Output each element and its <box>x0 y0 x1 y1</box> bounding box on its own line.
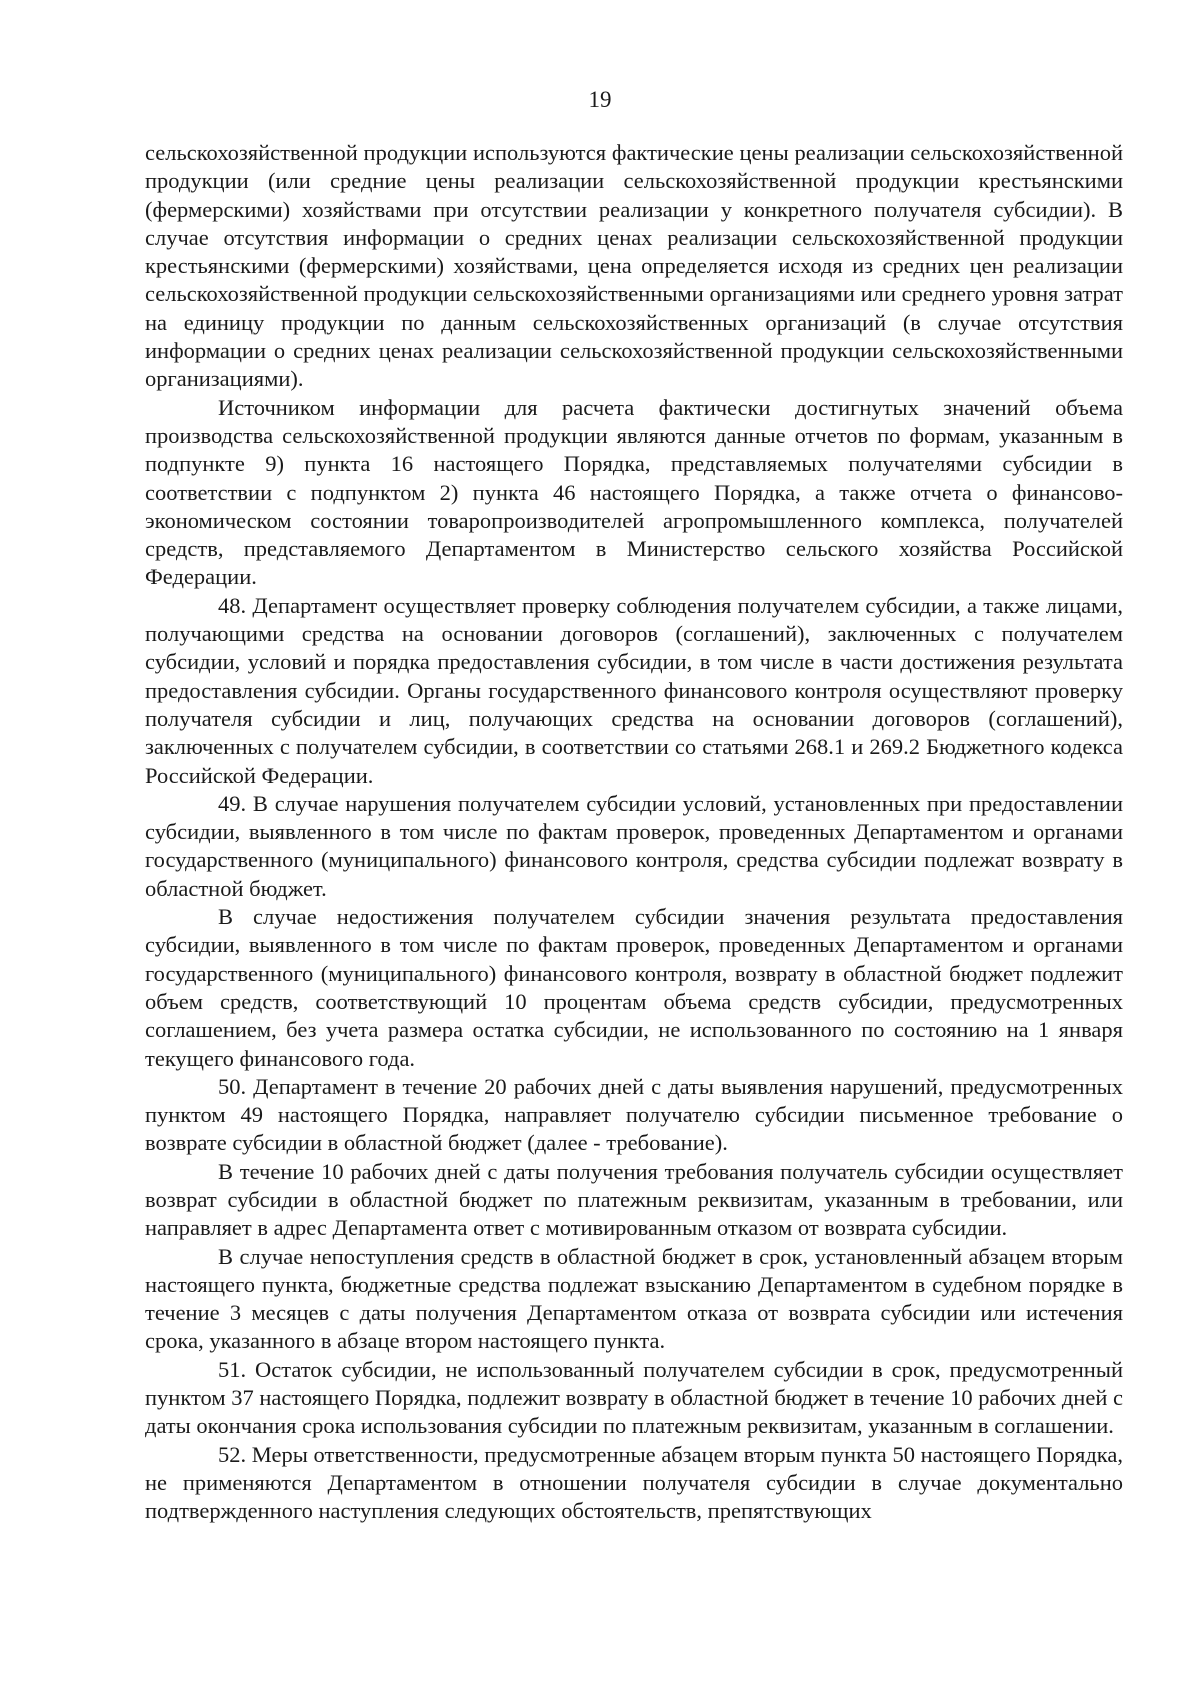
paragraph-item-51: 51. Остаток субсидии, не использованный получателем субсидии в срок, предусмотренный пунктом 37 настоящего Порядка, подлежит возврату в областной бюджет в течение 10 рабочих дней с даты окончания срока использования субсидии по платежным реквизитам, указанным в соглашении. <box>145 1356 1123 1439</box>
document-body <box>145 139 1123 1526</box>
paragraph-item-52: 52. Меры ответственности, предусмотренные абзацем вторым пункта 50 настоящего Порядка, не применяются Департаментом в отношении получателя субсидии в случае документально подтвержденного наступления следующих обстоятельств, препятствующих <box>145 1441 1123 1524</box>
page-number: 19 <box>588 87 612 112</box>
paragraph-item-49: 49. В случае нарушения получателем субсидии условий, установленных при предоставлении субсидии, выявленного в том числе по фактам проверок, проведенных Департаментом и органами государственного (муниципального) финансового контроля, средства субсидии подлежат возврату в областной бюджет. <box>145 790 1123 901</box>
paragraph-item-50: 50. Департамент в течение 20 рабочих дней с даты выявления нарушений, предусмотренных пунктом 49 настоящего Порядка, направляет получателю субсидии письменное требование о возврате субсидии в областной бюджет (далее - требование). <box>145 1073 1123 1156</box>
paragraph-item-48: 48. Департамент осуществляет проверку соблюдения получателем субсидии, а также лицами, получающими средства на основании договоров (соглашений), заключенных с получателем субсидии, условий и порядка предоставления субсидии, в том числе в части достижения результата предоставления субсидии. Органы государственного финансового контроля осуществляют проверку получателя субсидии и лиц, получающих средства на основании договоров (соглашений), заключенных с получателем субсидии, в соответствии со статьями 268.1 и 269.2 Бюджетного кодекса Российской Федерации. <box>145 592 1123 788</box>
paragraph-item-50-recovery: В случае непоступления средств в областной бюджет в срок, установленный абзацем вторым настоящего пункта, бюджетные средства подлежат взысканию Департаментом в судебном порядке в течение 3 месяцев с даты получения Департаментом отказа от возврата субсидии или истечения срока, указанного в абзаце втором настоящего пункта. <box>145 1243 1123 1354</box>
paragraph-item-50-return-period: В течение 10 рабочих дней с даты получения требования получатель субсидии осуществляет возврат субсидии в областной бюджет по платежным реквизитам, указанным в требовании, или направляет в адрес Департамента ответ с мотивированным отказом от возврата субсидии. <box>145 1158 1123 1241</box>
paragraph-continuation: сельскохозяйственной продукции используются фактические цены реализации сельскохозяйственной продукции (или средние цены реализации сельскохозяйственной продукции крестьянскими (фермерскими) хозяйствами при отсутствии реализации у конкретного получателя субсидии). В случае отсутствия информации о средних ценах реализации сельскохозяйственной продукции крестьянскими (фермерскими) хозяйствами, цена определяется исходя из средних цен реализации сельскохозяйственной продукции сельскохозяйственными организациями или среднего уровня затрат на единицу продукции по данным сельскохозяйственных организаций (в случае отсутствия информации о средних ценах реализации сельскохозяйственной продукции сельскохозяйственными организациями). <box>145 140 1123 392</box>
paragraph-information-source: Источником информации для расчета фактически достигнутых значений объема производства сельскохозяйственной продукции являются данные отчетов по формам, указанным в подпункте 9) пункта 16 настоящего Порядка, представляемых получателями субсидии в соответствии с подпунктом 2) пункта 46 настоящего Порядка, а также отчета о финансово-экономическом состоянии товаропроизводителей агропромышленного комплекса, получателей средств, представляемого Департаментом в Министерство сельского хозяйства Российской Федерации. <box>145 394 1123 590</box>
paragraph-item-49-underachievement: В случае недостижения получателем субсидии значения результата предоставления субсидии, выявленного в том числе по фактам проверок, проведенных Департаментом и органами государственного (муниципального) финансового контроля, возврату в областной бюджет подлежит объем средств, соответствующий 10 процентам объема средств субсидии, предусмотренных соглашением, без учета размера остатка субсидии, не использованного по состоянию на 1 января текущего финансового года. <box>145 904 1123 1071</box>
